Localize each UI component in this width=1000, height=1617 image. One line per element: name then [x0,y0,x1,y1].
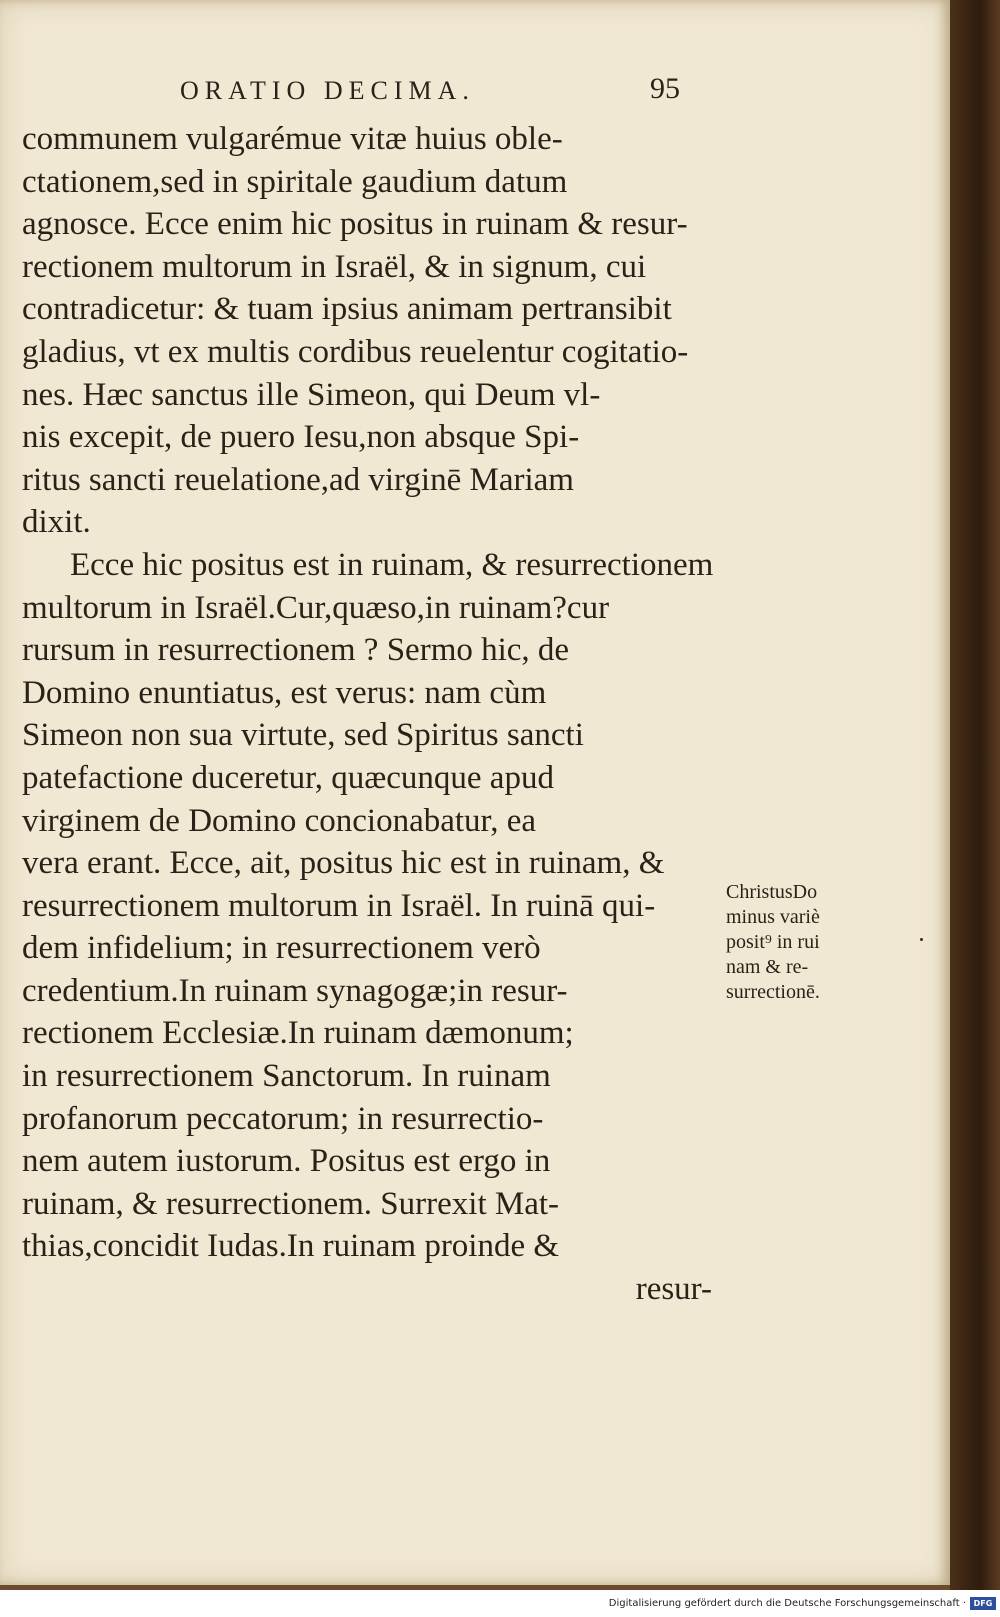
catchword: resur- [635,1271,712,1308]
marginal-note-line: ChristusDo [726,881,818,903]
text-line: ruinam, & resurrectionem. Surrexit Mat- [22,1185,560,1222]
text-line: Ecce hic positus est in ruinam, & resurrectionem [70,546,714,583]
marginal-note [726,880,876,1005]
text-line: ctationem,sed in spiritale gaudium datum [22,163,568,200]
running-head: ORATIO DECIMA. [180,76,475,105]
text-line: rectionem multorum in Israël, & in signum, cui [22,248,647,285]
body-text [22,118,712,1311]
text-line: credentium.In ruinam synagogæ;in resur- [22,972,568,1009]
text-line: profanorum peccatorum; in resurrectio- [22,1100,544,1137]
text-line: patefactione duceretur, quæcunque apud [22,759,554,796]
text-line: dem infidelium; in resurrectionem verò [22,930,541,967]
text-line: agnosce. Ecce enim hic positus in ruinam & resur- [22,206,688,243]
text-line: vera erant. Ecce, ait, positus hic est in ruinam, & [22,845,665,882]
dfg-logo: DFG [970,1597,996,1610]
footer-credit: Digitalisierung gefördert durch die Deutsche Forschungsgemeinschaft · [608,1598,966,1609]
text-line: multorum in Israël.Cur,quæso,in ruinam?cur [22,589,610,626]
text-line: contradicetur: & tuam ipsius animam pertransibit [22,291,672,328]
text-line: rursum in resurrectionem ? Sermo hic, de [22,632,570,669]
text-line: dixit. [22,504,91,541]
text-line: rectionem Ecclesiæ.In ruinam dæmonum; [22,1015,574,1052]
page-number: 95 [650,72,680,105]
text-line: thias,concidit Iudas.In ruinam proinde & [22,1228,560,1265]
text-line: ritus sancti reuelatione,ad virginē Mariam [22,461,574,498]
text-line: nem autem iustorum. Positus est ergo in [22,1143,551,1180]
text-line: nes. Hæc sanctus ille Simeon, qui Deum vl- [22,376,601,413]
marginal-note-line: nam & re- [726,956,809,978]
ink-speck [920,938,923,941]
text-line: nis excepit, de puero Iesu,non absque Spi- [22,419,580,456]
text-line: resurrectionem multorum in Israël. In ruinā qui- [22,887,656,924]
page-edge [950,0,1000,1590]
marginal-note-line: minus variè [726,906,820,928]
marginal-note-line: posit⁹ in rui [726,931,820,953]
text-line: in resurrectionem Sanctorum. In ruinam [22,1058,551,1095]
text-line: Simeon non sua virtute, sed Spiritus sancti [22,717,584,754]
marginal-note-line: surrectionē. [726,981,820,1003]
text-line: Domino enuntiatus, est verus: nam cùm [22,674,547,711]
text-line: communem vulgarémue vitæ huius oble- [22,121,563,157]
text-line: gladius, vt ex multis cordibus reuelentur cogitatio- [22,333,689,370]
text-line: virginem de Domino concionabatur, ea [22,802,536,839]
